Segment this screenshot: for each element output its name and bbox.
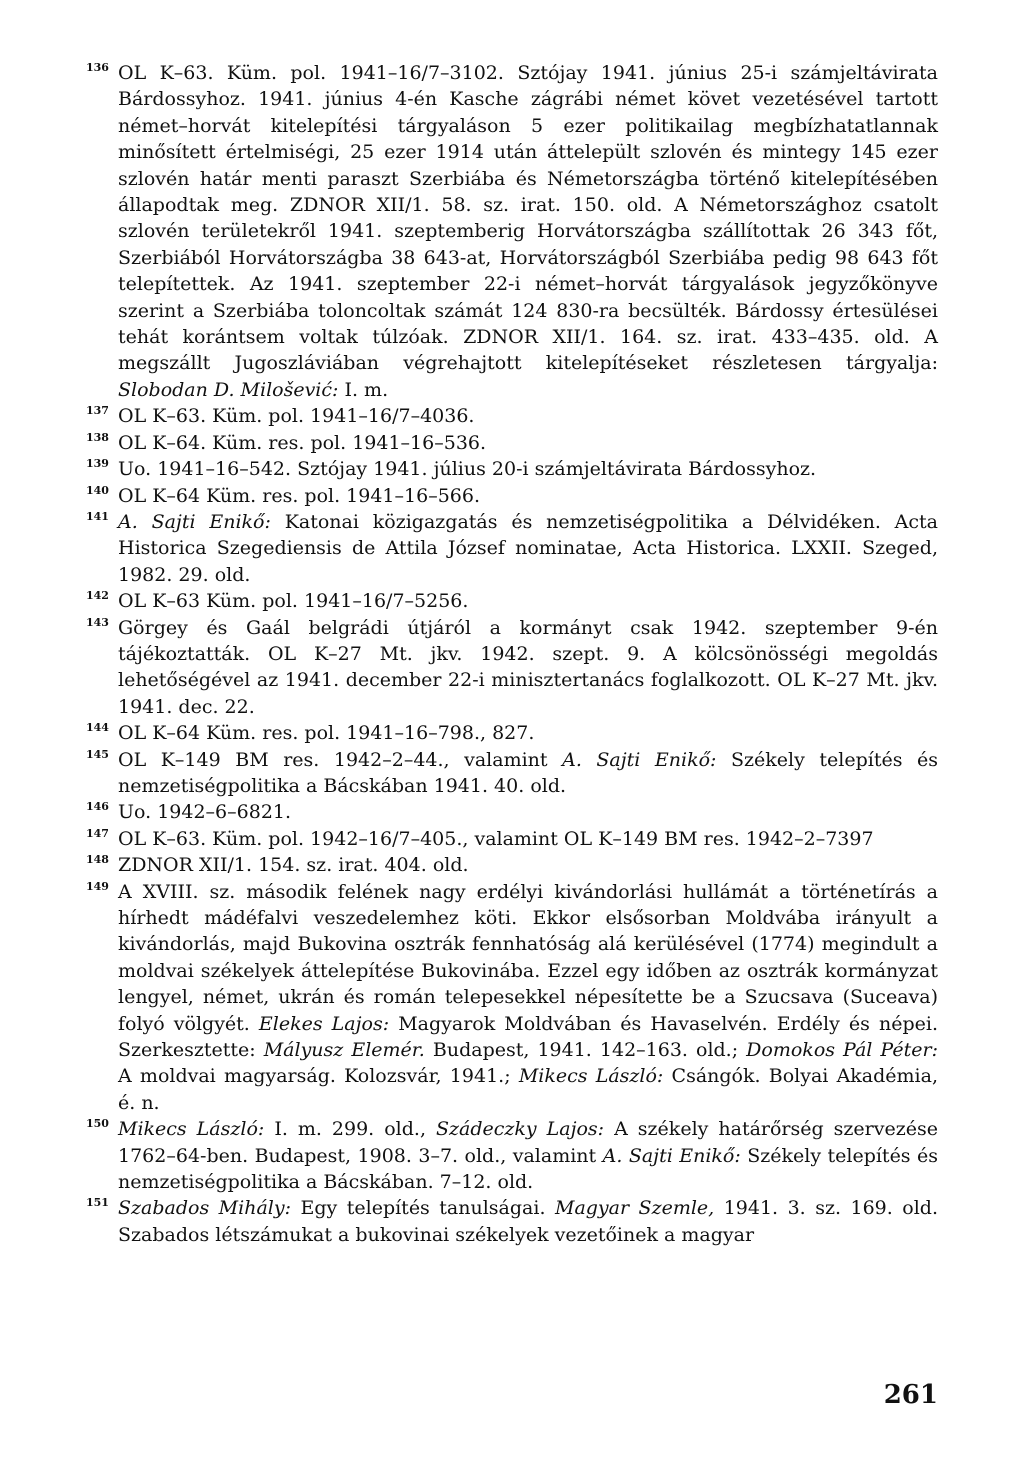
footnote-text <box>118 852 938 878</box>
footnote-text <box>118 60 938 403</box>
footnote-text <box>118 430 938 456</box>
footnote-italic-segment: A. Sajti Enikő: <box>602 1144 741 1167</box>
footnote-text <box>118 456 938 482</box>
footnote <box>86 456 938 482</box>
footnote-text <box>118 509 938 588</box>
footnote-text-segment: OL K–63. Küm. pol. 1941–16/7–4036. <box>118 405 475 428</box>
footnote-text-segment: Egy telepítés tanulságai. <box>291 1197 555 1220</box>
footnote-number: 146 <box>86 800 109 814</box>
footnote <box>86 799 938 825</box>
footnote-italic-segment: Domokos Pál Péter: <box>746 1039 938 1062</box>
footnote-number: 139 <box>86 457 109 471</box>
footnote <box>86 60 938 403</box>
footnote-italic-segment: Mikecs László: <box>118 1118 265 1141</box>
footnote-italic-segment: Magyar Szemle, <box>554 1197 715 1220</box>
footnote-text-segment: A moldvai magyarság. Kolozsvár, 1941.; <box>118 1065 519 1088</box>
footnote-text-segment: ZDNOR XII/1. 154. sz. irat. 404. old. <box>118 854 469 877</box>
footnote-text-segment: OL K–63. Küm. pol. 1942–16/7–405., valamint OL K–149 BM res. 1942–2–7397 <box>118 827 874 850</box>
footnote <box>86 483 938 509</box>
footnote-text <box>118 799 938 825</box>
footnote-text-segment: Uo. 1942–6–6821. <box>118 801 292 824</box>
footnote <box>86 588 938 614</box>
footnote-italic-segment: Mikecs László: <box>518 1065 664 1088</box>
footnote-text-segment: OL K–64 Küm. res. pol. 1941–16–566. <box>118 484 481 507</box>
footnote <box>86 852 938 878</box>
footnote-text <box>118 826 938 852</box>
footnote-text <box>118 483 938 509</box>
footnote <box>86 747 938 800</box>
footnote-text-segment: I. m. 299. old., <box>264 1118 436 1141</box>
footnote <box>86 720 938 746</box>
footnote-text-segment: OL K–64. Küm. res. pol. 1941–16–536. <box>118 431 487 454</box>
footnote-text <box>118 1116 938 1195</box>
footnote-number: 136 <box>86 61 109 74</box>
footnote-italic-segment: Szabados Mihály: <box>118 1197 291 1220</box>
footnote <box>86 403 938 429</box>
footnote-text-segment: Katonai közigazgatás és nemzetiségpolitika a Délvidéken. Acta Historica Szegediensis de Attila József nominatae, Acta Historica. LXXII. Szeged, 1982. 29. old. <box>118 510 938 586</box>
footnote-text <box>118 615 938 721</box>
footnote-number: 148 <box>86 853 109 867</box>
footnote-text-segment: A XVIII. sz. második felének nagy erdélyi kivándorlási hullámát a történetírás a hírhedt mádéfalvi veszedelemhez köti. Ekkor elsősorban Moldvába irányult a kivándorlás, majd Bukovina osztrák fennhatóság alá kerülésével (1774) megindult a moldvai székelyek áttelepítése Bukovinába. Ezzel egy időben az osztrák kormányzat lengyel, német, ukrán és román telepesekkel népesítette be a Szucsava (Suceava) folyó völgyét. <box>118 880 938 1035</box>
footnotes-list <box>86 60 938 1248</box>
footnote-text-segment: Székely telepítés és nemzetiségpolitika a Bácskában 1941. 40. old. <box>118 748 938 797</box>
footnote-text-segment: Székely telepítés és nemzetiségpolitika a Bácskában. 7–12. old. <box>118 1144 938 1194</box>
footnote-text <box>118 1195 938 1248</box>
footnote-number: 142 <box>86 589 109 603</box>
footnote-text <box>118 879 938 1117</box>
footnote-text-segment: Budapest, 1941. 142–163. old.; <box>424 1039 747 1062</box>
footnote-text-segment: OL K–64 Küm. res. pol. 1941–16–798., 827. <box>118 722 535 745</box>
footnote <box>86 1116 938 1195</box>
footnote <box>86 615 938 721</box>
footnote-text-segment: Görgey és Gaál belgrádi útjáról a kormányt csak 1942. szeptember 9-én tájékoztatták. OL K–27 Mt. jkv. 1942. szept. 9. A kölcsönösségi megoldás lehetőségével az 1941. december 22-i minisztertanács foglalkozott. OL K–27 Mt. jkv. 1941. dec. 22. <box>118 616 938 718</box>
footnote-text-segment: OL K–149 BM res. 1942–2–44., valamint <box>118 748 563 771</box>
footnote-text-segment: I. m. <box>338 378 389 401</box>
footnote <box>86 430 938 456</box>
footnote-italic-segment: A. Sajti Enikő: <box>562 748 717 771</box>
footnote-number: 143 <box>86 615 109 629</box>
footnote-text <box>118 403 938 429</box>
footnote-italic-segment: A. Sajti Enikő: <box>118 510 271 533</box>
footnote-italic-segment: Elekes Lajos: <box>258 1012 390 1035</box>
footnote-italic-segment: Mályusz Elemér. <box>263 1039 425 1062</box>
footnote-text-segment: Csángók. Bolyai Akadémia, é. n. <box>118 1065 938 1114</box>
footnote-text-segment: A székely határőrség szervezése 1762–64-ben. Budapest, 1908. 3–7. old., valamint <box>118 1118 938 1167</box>
footnote-italic-segment: Szádeczky Lajos: <box>435 1118 605 1141</box>
footnote-text <box>118 720 938 746</box>
footnote <box>86 509 938 588</box>
footnote-text-segment: OL K–63 Küm. pol. 1941–16/7–5256. <box>118 590 469 613</box>
footnote-number: 140 <box>86 483 109 497</box>
footnote-number: 141 <box>86 509 109 523</box>
footnote-number: 138 <box>86 430 109 444</box>
footnote-italic-segment: Slobodan D. Milošević: <box>118 378 339 401</box>
footnote-number: 147 <box>86 826 109 840</box>
footnote-number: 144 <box>86 721 109 735</box>
footnote-text <box>118 588 938 614</box>
footnote-text-segment: Uo. 1941–16–542. Sztójay 1941. július 20-i számjeltávirata Bárdossyhoz. <box>118 458 817 481</box>
footnote-text <box>118 747 938 800</box>
footnote-number: 149 <box>86 879 109 893</box>
footnote-number: 145 <box>86 747 109 761</box>
page-number: 261 <box>883 1380 938 1410</box>
footnote <box>86 826 938 852</box>
footnote-text-segment: OL K–63. Küm. pol. 1941–16/7–3102. Sztójay 1941. június 25-i számjeltávirata Bárdossyhoz. 1941. június 4-én Kasche zágrábi német követ vezetésével tartott német–horvát kitelepítési tárgyaláson 5 ezer politikailag megbízhatatlannak minősített értelmiségi, 25 ezer 1914 után áttelepült szlovén és mintegy 145 ezer szlovén határ menti paraszt Szerbiába és Németországba történő kitelepítésében állapodtak meg. ZDNOR XII/1. 58. sz. irat. 150. old. A Németországhoz csatolt szlovén területekről 1941. szeptemberig Horvátországba szállítottak 26 343 főt, Szerbiából Horvátországba 38 643-at, Horvátországból Szerbiába pedig 98 643 főt telepítettek. Az 1941. szeptember 22-i német–horvát tárgyalások jegyzőkönyve szerint a Szerbiába toloncoltak számát 124 830-ra becsülték. Bárdossy értesülései tehát korántsem voltak túlzóak. ZDNOR XII/1. 164. sz. irat. 433–435. old. A megszállt Jugoszláviában végrehajtott kitelepítéseket részletesen tárgyalja: <box>118 62 938 375</box>
footnote <box>86 1195 938 1248</box>
footnote-number: 137 <box>86 404 109 418</box>
footnote <box>86 879 938 1117</box>
footnote-text-segment: 1941. 3. sz. 169. old. Szabados létszámukat a bukovinai székelyek vezetőinek a magyar <box>118 1197 938 1246</box>
footnote-number: 151 <box>86 1196 109 1210</box>
footnote-text-segment: Magyarok Moldvában és Havaselvén. Erdély és népei. Szerkesztette: <box>118 1012 938 1062</box>
footnote-number: 150 <box>86 1117 109 1131</box>
